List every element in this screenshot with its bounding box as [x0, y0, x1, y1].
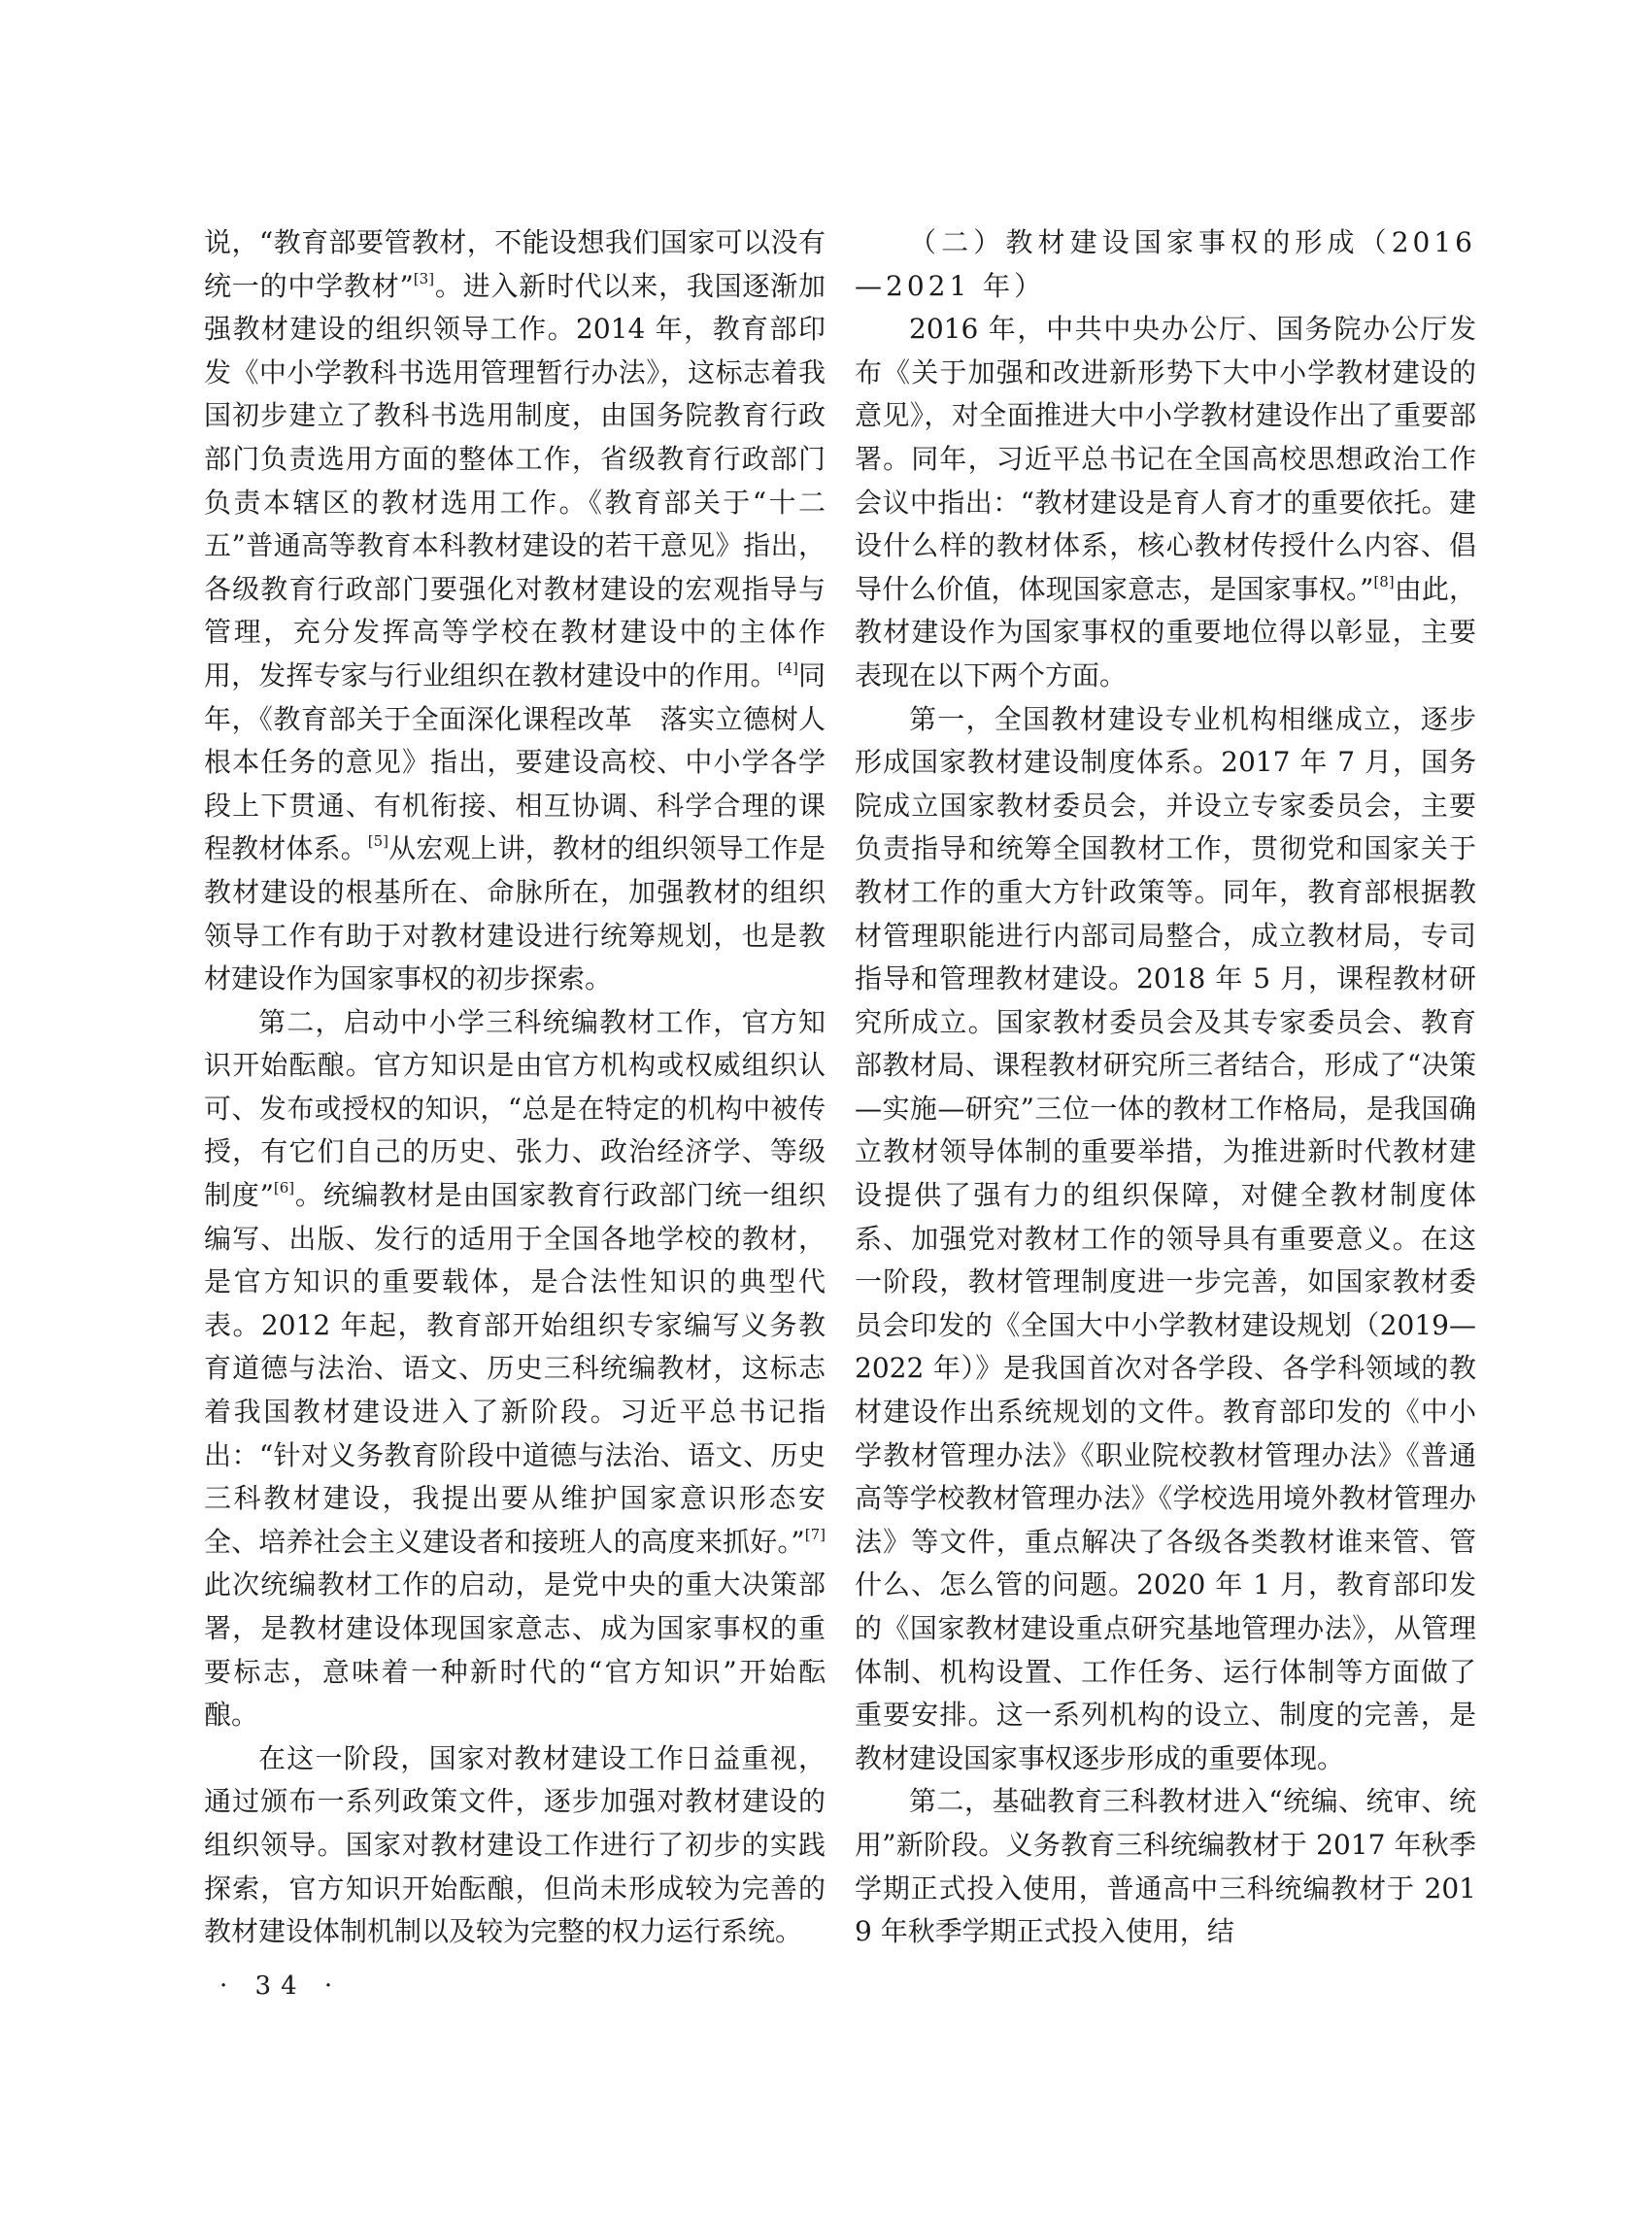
text-run: 。进入新时代以来，我国逐渐加强教材建设的组织领导工作。2014 年，教育部印发《中小学教科书选用管理暂行办法》，这标志着我国初步建立了教科书选用制度，由国务院教育行政部门负责选用方面的整体工作，省级教育行政部门负责本辖区的教材选用工作。《教育部关于“十二五”普通高等教育本科教材建设的若干意见》指出，各级教育行政部门要强化对教材建设的宏观指导与管理，充分发挥高等学校在教材建设中的主体作用，发挥专家与行业组织在教材建设中的作用。: [204, 269, 826, 691]
text-run: 从宏观上讲，教材的组织领导工作是教材建设的根基所在、命脉所在，加强教材的组织领导工作有助于对教材建设进行统筹规划，也是教材建设作为国家事权的初步探索。: [204, 832, 826, 995]
paragraph-left-2: [204, 1001, 826, 1737]
paragraph-left-1: [204, 221, 826, 1001]
citation-ref: [4]: [777, 658, 798, 677]
paragraph-left-3: 在这一阶段，国家对教材建设工作日益重视，通过颁布一系列政策文件，逐步加强对教材建设的组织领导。国家对教材建设工作进行了初步的实践探索，官方知识开始酝酿，但尚未形成较为完善的教材建设体制机制以及较为完整的权力运行系统。: [204, 1741, 826, 1948]
text-run: 由此，教材建设作为国家事权的重要地位得以彰显，主要表现在以下两个方面。: [855, 572, 1476, 691]
citation-ref: [7]: [804, 1525, 826, 1543]
text-run: 2016 年，中共中央办公厅、国务院办公厅发布《关于加强和改进新形势下大中小学教材建设的意见》，对全面推进大中小学教材建设作出了重要部署。同年，习近平总书记在全国高校思想政治工作会议中指出：“教材建设是育人育才的重要依托。建设什么样的教材体系，核心教材传授什么内容、倡导什么价值，体现国家意志，是国家事权。”: [855, 313, 1476, 605]
page-number: · 34 ·: [219, 1972, 343, 2001]
text-run: 第二，启动中小学三科统编教材工作，官方知识开始酝酿。官方知识是由官方机构或权威组织认可、发布或授权的知识，“总是在特定的机构中被传授，有它们自己的历史、张力、政治经济学、等级制度”: [204, 1005, 826, 1212]
text-run: 。统编教材是由国家教育行政部门统一组织编写、出版、发行的适用于全国各地学校的教材，是官方知识的重要载体，是合法性知识的典型代表。2012 年起，教育部开始组织专家编写义务教育道德与法治、语文、历史三科统编教材，这标志着我国教材建设进入了新阶段。习近平总书记指出：“针对义务教育阶段中道德与法治、语文、历史三科教材建设，我提出要从维护国家意识形态安全、培养社会主义建设者和接班人的高度来抓好。”: [204, 1179, 826, 1558]
citation-ref: [3]: [413, 269, 435, 287]
paragraph-right-2: 第一，全国教材建设专业机构相继成立，逐步形成国家教材建设制度体系。2017 年 7 月，国务院成立国家教材委员会，并设立专家委员会，主要负责指导和统筹全国教材工作，贯彻党和国家关于教材工作的重大方针政策等。同年，教育部根据教材管理职能进行内部司局整合，成立教材局，专司指导和管理教材建设。2018 年 5 月，课程教材研究所成立。国家教材委员会及其专家委员会、教育部教材局、课程教材研究所三者结合，形成了“决策—实施—研究”三位一体的教材工作格局，是我国确立教材领导体制的重要举措，为推进新时代教材建设提供了强有力的组织保障，对健全教材制度体系、加强党对教材工作的领导具有重要意义。在这一阶段，教材管理制度进一步完善，如国家教材委员会印发的《全国大中小学教材建设规划（2019—2022 年）》是我国首次对各学段、各学科领域的教材建设作出系统规划的文件。教育部印发的《中小学教材管理办法》《职业院校教材管理办法》《普通高等学校教材管理办法》《学校选用境外教材管理办法》等文件，重点解决了各级各类教材谁来管、管什么、怎么管的问题。2020 年 1 月，教育部印发的《国家教材建设重点研究基地管理办法》，从管理体制、机构设置、工作任务、运行体制等方面做了重要安排。这一系列机构的设立、制度的完善，是教材建设国家事权逐步形成的重要体现。: [855, 702, 1476, 1774]
citation-ref: [6]: [273, 1179, 295, 1197]
paragraph-right-3: 第二，基础教育三科教材进入“统编、统审、统用”新阶段。义务教育三科统编教材于 2017 年秋季学期正式投入使用，普通高中三科统编教材于 2019 年秋季学期正式投入使用，结: [855, 1785, 1476, 1948]
text-run: 同年，《教育部关于全面深化课程改革 落实立德树人根本任务的意见》指出，要建设高校、中小学各学段上下贯通、有机衔接、相互协调、科学合理的课程教材体系。: [204, 658, 826, 865]
section-heading: （二）教材建设国家事权的形成（2016—2021 年）: [855, 226, 1476, 302]
right-column: [855, 221, 1476, 1954]
paragraph-right-1: [855, 308, 1476, 697]
citation-ref: [8]: [1373, 572, 1395, 590]
citation-ref: [5]: [367, 832, 388, 851]
left-column: [204, 221, 826, 1954]
text-run: 此次统编教材工作的启动，是党中央的重大决策部署，是教材建设体现国家意志、成为国家事权的重要标志，意味着一种新时代的“官方知识”开始酝酿。: [204, 1568, 826, 1732]
text-run: 说，“教育部要管教材，不能设想我们国家可以没有统一的中学教材”: [204, 226, 826, 302]
